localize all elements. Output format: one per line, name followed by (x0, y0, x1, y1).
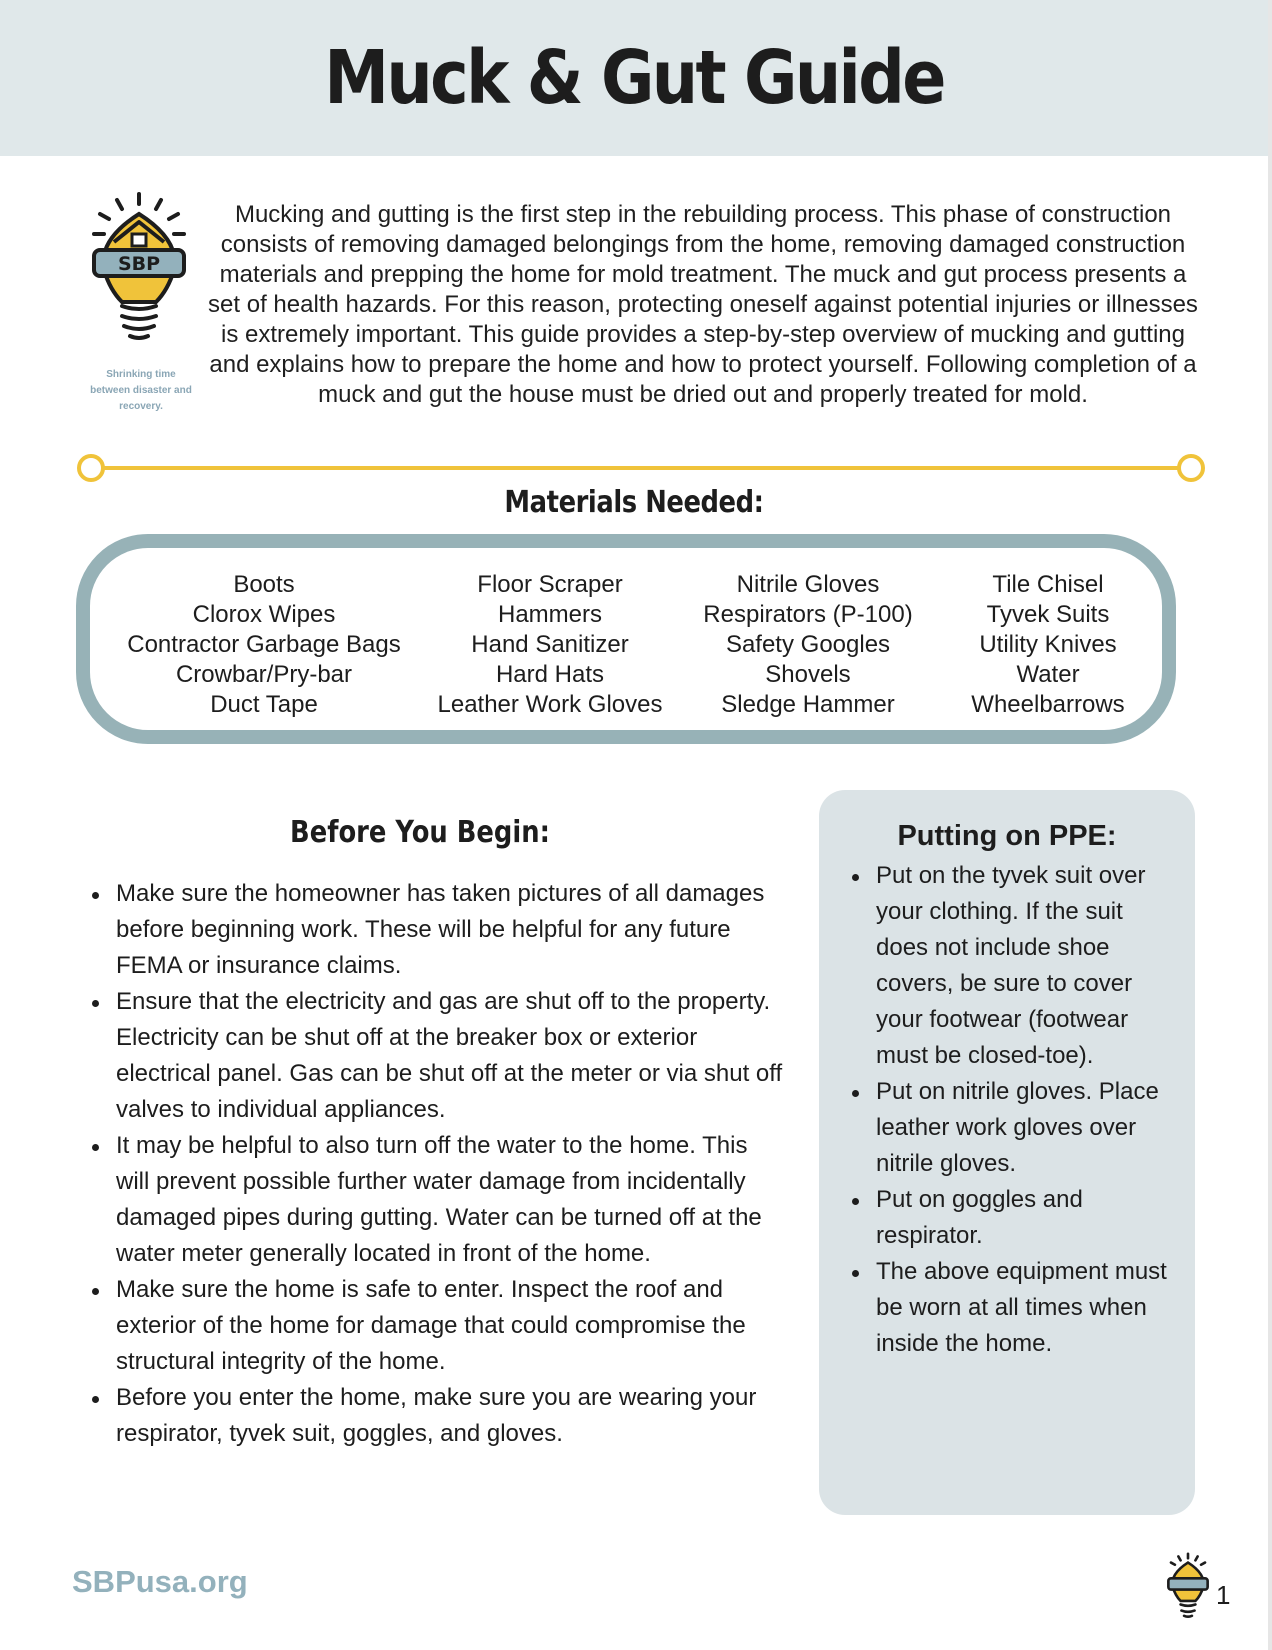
materials-title: Materials Needed: (504, 485, 764, 520)
list-item: It may be helpful to also turn off the water to the home. This will prevent possible further water damage from incidentally damaged pipes during gutting. Water can be turned off at the water meter generally located in front of the home. (86, 1128, 786, 1272)
material-item: Tile Chisel (992, 571, 1104, 598)
material-item: Respirators (P-100) (703, 601, 913, 628)
section-divider (74, 450, 1208, 486)
material-item: Hammers (497, 601, 602, 628)
materials-column-2 (420, 570, 680, 720)
list-item: Put on goggles and respirator. (846, 1182, 1176, 1254)
list-item: Make sure the homeowner has taken pictures of all damages before beginning work. These will be helpful for any future FEMA or insurance claims. (86, 876, 786, 984)
material-item: Floor Scraper (477, 571, 623, 598)
page-header (0, 0, 1268, 156)
ppe-list (846, 858, 1176, 1362)
material-item: Hard Hats (495, 661, 605, 688)
page-title: Muck & Gut Guide (324, 35, 944, 121)
material-item: Safety Googles (725, 631, 891, 658)
page-number: 1 (1216, 1580, 1231, 1610)
material-item: Nitrile Gloves (736, 571, 880, 598)
material-item: Duct Tape (210, 691, 318, 718)
before-you-begin-list (86, 876, 786, 1452)
list-item: The above equipment must be worn at all times when inside the home. (846, 1254, 1176, 1362)
material-item: Crowbar/Pry-bar (175, 661, 353, 688)
list-item: Make sure the home is safe to enter. Inspect the roof and exterior of the home for damage that could compromise the structural integrity of the home. (86, 1272, 786, 1380)
material-item: Utility Knives (979, 631, 1117, 658)
footer-website-link[interactable]: SBPusa.org (72, 1564, 248, 1599)
material-item: Sledge Hammer (721, 691, 895, 718)
logo-badge-text: SBP (117, 253, 161, 275)
logo-tagline: Shrinking time between disaster and recovery. (90, 369, 192, 412)
materials-column-4 (948, 570, 1148, 720)
material-item: Clorox Wipes (192, 601, 336, 628)
sbp-lightbulb-logo (84, 190, 194, 350)
before-you-begin-title: Before You Begin: (290, 815, 550, 850)
list-item: Put on the tyvek suit over your clothing. If the suit does not include shoe covers, be sure to cover your footwear (footwear must be closed-toe). (846, 858, 1176, 1074)
material-item: Hand Sanitizer (471, 631, 629, 658)
list-item: Put on nitrile gloves. Place leather work gloves over nitrile gloves. (846, 1074, 1176, 1182)
materials-column-3 (688, 570, 928, 720)
material-item: Water (1016, 661, 1080, 688)
materials-column-1 (114, 570, 414, 720)
material-item: Tyvek Suits (986, 601, 1110, 628)
sbp-small-logo-icon (1164, 1552, 1212, 1622)
material-item: Leather Work Gloves (437, 691, 663, 718)
ppe-title: Putting on PPE: (897, 820, 1117, 852)
intro-paragraph: Mucking and gutting is the first step in the rebuilding process. This phase of construction consists of removing damaged belongings from the home, removing damaged construction materials and prepping the home for mold treatment. The muck and gut process presents a set of health hazards. For this reason, protecting oneself against potential injuries or illnesses is extremely important. This guide provides a step-by-step overview of mucking and gutting and explains how to prepare the home and how to protect yourself. Following completion of a muck and gut the house must be dried out and properly treated for mold. (208, 201, 1198, 408)
material-item: Boots (233, 571, 295, 598)
material-item: Contractor Garbage Bags (127, 631, 401, 658)
list-item: Ensure that the electricity and gas are shut off to the property. Electricity can be shut off at the breaker box or exterior electrical panel. Gas can be shut off at the meter or via shut off valves to individual appliances. (86, 984, 786, 1128)
material-item: Wheelbarrows (971, 691, 1125, 718)
material-item: Shovels (765, 661, 851, 688)
page-edge (1268, 0, 1272, 1650)
list-item: Before you enter the home, make sure you are wearing your respirator, tyvek suit, goggles, and gloves. (86, 1380, 786, 1452)
